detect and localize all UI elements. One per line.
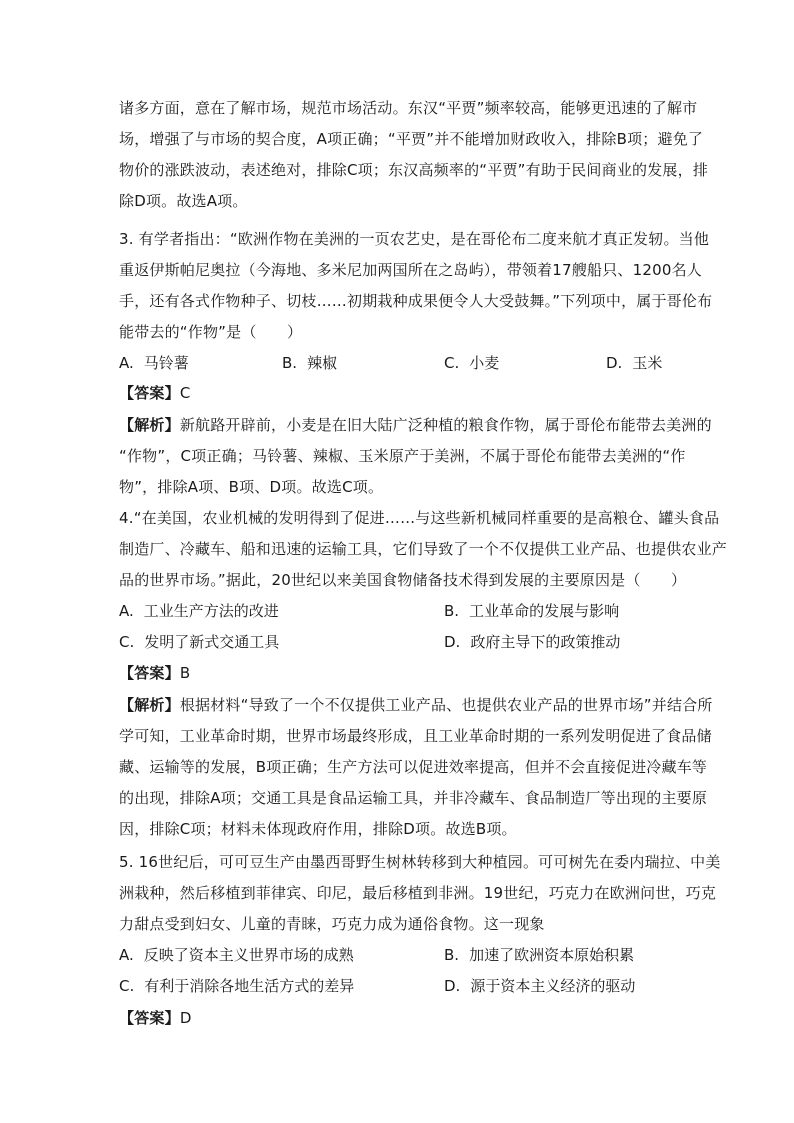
question-3-stem-line: 重返伊斯帕尼奥拉（今海地、多米尼加两国所在之岛屿），带领着17艘船只、1200名人 <box>119 261 702 279</box>
question-3-option-a: A. 马铃薯 <box>119 354 189 372</box>
question-3-analysis-line: “作物”，C项正确；马铃薯、辣椒、玉米原产于美洲，不属于哥伦布能带去美洲的“作 <box>119 447 686 465</box>
question-5-answer: 【答案】D <box>119 1009 192 1027</box>
question-3-stem-line: 手，还有各式作物种子、切枝……初期栽种成果便令人大受鼓舞。”下列项中，属于哥伦布 <box>119 292 713 310</box>
question-5-stem-line: 5. 16世纪后，可可豆生产由墨西哥野生树林转移到大种植园。可可树先在委内瑞拉、中美 <box>119 853 721 871</box>
question-5-option-d: D. 源于资本主义经济的驱动 <box>444 977 636 995</box>
question-5-stem-line: 洲栽种，然后移植到菲律宾、印尼，最后移植到非洲。19世纪，巧克力在欧洲问世，巧克 <box>119 884 717 902</box>
question-4-stem-line: 品的世界市场。”据此，20世纪以来美国食物储备技术得到发展的主要原因是（ ） <box>119 571 687 589</box>
question-3-stem-line: 能带去的“作物”是（ ） <box>119 323 303 341</box>
question-3-analysis-line: 物”，排除A项、B项、D项。故选C项。 <box>119 478 384 496</box>
question-4-option-c: C. 发明了新式交通工具 <box>119 633 280 651</box>
question-4-analysis-line: 【解析】根据材料“导致了一个不仅提供工业产品、也提供农业产品的世界市场”并结合所 <box>119 696 713 714</box>
question-3-stem-line: 3. 有学者指出：“欧洲作物在美洲的一页农艺史，是在哥伦布二度来航才真正发轫。当他 <box>119 230 710 248</box>
question-3-option-c: C. 小麦 <box>444 354 500 372</box>
question-4-analysis-line: 因，排除C项；材料未体现政府作用，排除D项。故选B项。 <box>119 820 517 838</box>
question-3-option-b: B. 辣椒 <box>282 354 338 372</box>
text-line: 诸多方面，意在了解市场，规范市场活动。东汉“平贾”频率较高，能够更迅速的了解市 <box>119 99 698 117</box>
text-line: 场，增强了与市场的契合度，A项正确；“平贾”并不能增加财政收入，排除B项；避免了 <box>119 130 704 148</box>
question-4-stem-line: 4.“在美国，农业机械的发明得到了促进……与这些新机械同样重要的是高粮仓、罐头食品 <box>119 509 720 527</box>
question-4-analysis-line: 藏、运输等的发展，B项正确；生产方法可以促进效率提高，但并不会直接促进冷藏车等 <box>119 758 708 776</box>
question-4-answer: 【答案】B <box>119 664 191 682</box>
question-5-stem-line: 力甜点受到妇女、儿童的青睐，巧克力成为通俗食物。这一现象 <box>119 915 545 933</box>
question-4-option-a: A. 工业生产方法的改进 <box>119 602 279 620</box>
question-4-analysis-line: 的出现，排除A项；交通工具是食品运输工具，并非冷藏车、食品制造厂等出现的主要原 <box>119 789 708 807</box>
question-4-option-d: D. 政府主导下的政策推动 <box>444 633 621 651</box>
text-line: 除D项。故选A项。 <box>119 192 248 210</box>
question-3-analysis-line: 【解析】新航路开辟前，小麦是在旧大陆广泛种植的粮食作物，属于哥伦布能带去美洲的 <box>119 416 712 434</box>
question-5-option-a: A. 反映了资本主义世界市场的成熟 <box>119 946 354 964</box>
question-5-option-c: C. 有利于消除各地生活方式的差异 <box>119 977 355 995</box>
question-5-option-b: B. 加速了欧洲资本原始积累 <box>444 946 635 964</box>
question-4-option-b: B. 工业革命的发展与影响 <box>444 602 620 620</box>
question-4-analysis-line: 学可知，工业革命时期，世界市场最终形成，且工业革命时期的一系列发明促进了食品储 <box>119 727 712 745</box>
question-3-answer: 【答案】C <box>119 384 191 402</box>
question-4-stem-line: 制造厂、冷藏车、船和迅速的运输工具，它们导致了一个不仅提供工业产品、也提供农业产 <box>119 540 728 558</box>
text-line: 物价的涨跌波动，表述绝对，排除C项；东汉高频率的“平贾”有助于民间商业的发展，排 <box>119 161 709 179</box>
question-3-option-d: D. 玉米 <box>606 354 663 372</box>
